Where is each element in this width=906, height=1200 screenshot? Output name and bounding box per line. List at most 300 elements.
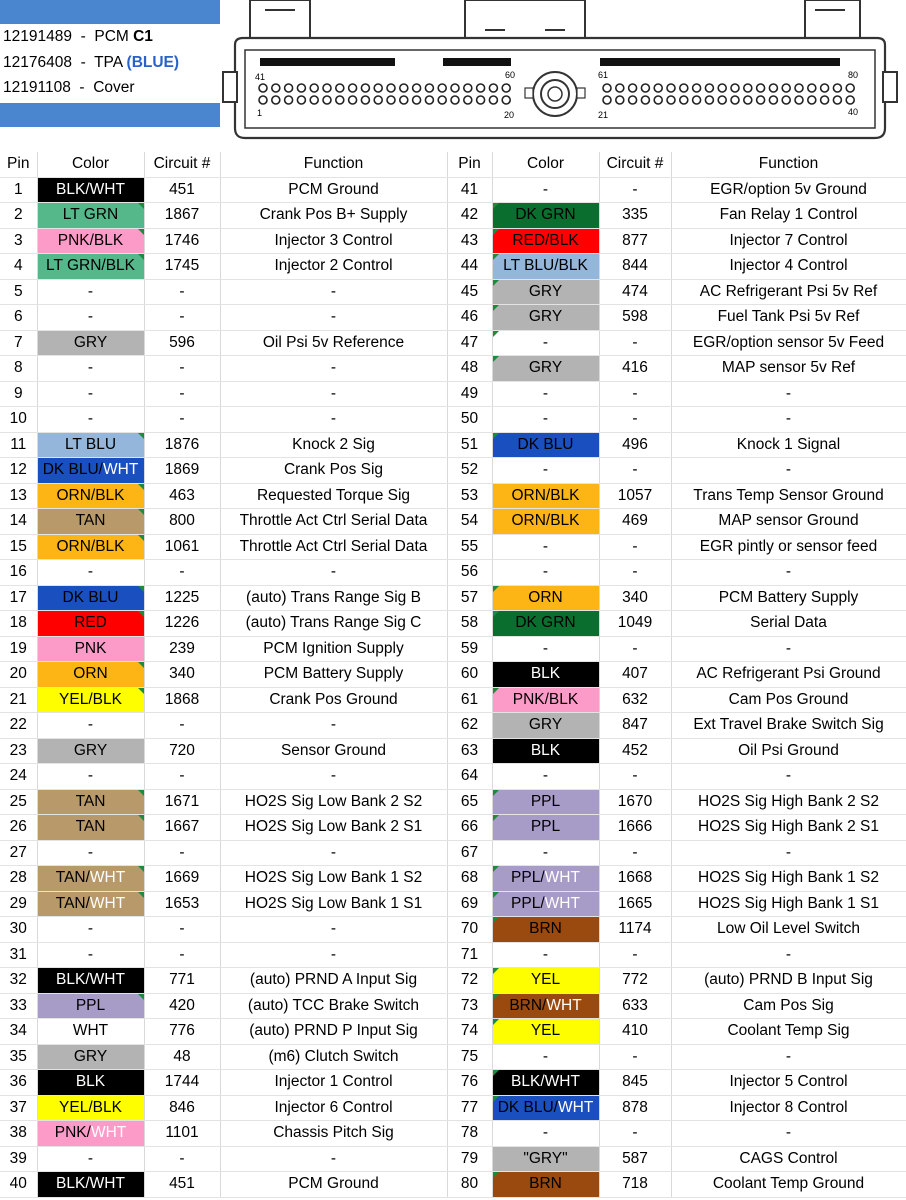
pin-number: 37 [0, 1095, 37, 1121]
pin-hole [451, 84, 459, 92]
pin-hole [310, 96, 318, 104]
circuit-number: 451 [144, 177, 220, 203]
circuit-number: - [599, 560, 671, 586]
wire-color-swatch [492, 534, 599, 560]
pin-function: (auto) PRND B Input Sig [671, 968, 906, 994]
circuit-number: - [144, 713, 220, 739]
accent-bar-top [0, 0, 220, 24]
wire-color-label: DK GRN [515, 614, 576, 632]
table-row [0, 611, 906, 637]
wire-color-label: - [542, 563, 549, 581]
wire-color-swatch [492, 738, 599, 764]
wire-color-swatch [37, 611, 144, 637]
pin-label-40: 40 [848, 107, 859, 117]
table-row [0, 968, 906, 994]
pin-number: 46 [447, 305, 492, 331]
pin-number: 8 [0, 356, 37, 382]
wire-color-swatch [492, 330, 599, 356]
wire-color-label: GRY [528, 359, 563, 377]
connector-diagram [215, 0, 905, 150]
wire-color-swatch [492, 1172, 599, 1198]
circuit-number: 420 [144, 993, 220, 1019]
circuit-number: 845 [599, 1070, 671, 1096]
pin-number: 35 [0, 1044, 37, 1070]
wire-color-label: PNK/BLK [512, 690, 579, 708]
table-row [0, 1172, 906, 1198]
pin-number: 48 [447, 356, 492, 382]
wire-color-label: PNK/ [54, 1124, 91, 1142]
table-row [0, 509, 906, 535]
pin-number: 7 [0, 330, 37, 356]
pin-hole [361, 84, 369, 92]
wire-color-label: LT BLU/BLK [503, 257, 588, 275]
wire-color-label: GRY [73, 1047, 108, 1065]
circuit-number: 847 [599, 713, 671, 739]
wire-color-swatch [492, 840, 599, 866]
pin-number: 47 [447, 330, 492, 356]
wire-color-label: BLK [530, 665, 561, 683]
pin-hole [272, 84, 280, 92]
pin-hole [349, 84, 357, 92]
pin-number: 54 [447, 509, 492, 535]
table-row [0, 279, 906, 305]
pin-number: 41 [447, 177, 492, 203]
wire-color-swatch [492, 407, 599, 433]
pin-number: 68 [447, 866, 492, 892]
header-color: Color [37, 152, 144, 177]
circuit-number: 718 [599, 1172, 671, 1198]
wire-color-label: PPL/ [511, 869, 545, 887]
circuit-number: 846 [144, 1095, 220, 1121]
circuit-number: 1869 [144, 458, 220, 484]
circuit-number: - [144, 560, 220, 586]
circuit-number: 1876 [144, 432, 220, 458]
circuit-number: 469 [599, 509, 671, 535]
pin-number: 80 [447, 1172, 492, 1198]
pin-function: Knock 2 Sig [220, 432, 447, 458]
wire-color-label: WHT [89, 869, 126, 887]
pin-function: EGR pintly or sensor feed [671, 534, 906, 560]
pin-hole [680, 96, 688, 104]
table-row [0, 305, 906, 331]
table-row [0, 1095, 906, 1121]
wire-color-label: BLK/WHT [56, 180, 125, 198]
pin-hole [769, 96, 777, 104]
pin-function: - [220, 840, 447, 866]
wire-color-swatch [492, 177, 599, 203]
pin-function: - [220, 1146, 447, 1172]
pin-number: 29 [0, 891, 37, 917]
pin-number: 18 [0, 611, 37, 637]
table-row [0, 203, 906, 229]
pin-hole [795, 84, 803, 92]
pin-function: - [220, 356, 447, 382]
table-row [0, 407, 906, 433]
circuit-number: 1667 [144, 815, 220, 841]
pin-function: HO2S Sig High Bank 1 S2 [671, 866, 906, 892]
circuit-number: 1665 [599, 891, 671, 917]
wire-color-label: - [542, 945, 549, 963]
pin-function: Fan Relay 1 Control [671, 203, 906, 229]
pin-function: PCM Ground [220, 177, 447, 203]
pin-function: HO2S Sig Low Bank 1 S1 [220, 891, 447, 917]
pin-number: 61 [447, 687, 492, 713]
wire-color-swatch [37, 687, 144, 713]
wire-color-swatch [37, 713, 144, 739]
pin-function: Ext Travel Brake Switch Sig [671, 713, 906, 739]
wire-color-label: WHT [72, 1022, 109, 1040]
pin-hole [629, 84, 637, 92]
pin-number: 32 [0, 968, 37, 994]
pin-function: Crank Pos Ground [220, 687, 447, 713]
pin-number: 65 [447, 789, 492, 815]
wire-color-label: TAN [75, 818, 106, 836]
wire-color-swatch [492, 585, 599, 611]
pin-hole [285, 84, 293, 92]
pin-number: 36 [0, 1070, 37, 1096]
circuit-number: 1671 [144, 789, 220, 815]
pin-number: 53 [447, 483, 492, 509]
wire-color-label: ORN/BLK [511, 512, 580, 530]
pin-hole [464, 96, 472, 104]
wire-color-label: GRY [528, 282, 563, 300]
pin-number: 56 [447, 560, 492, 586]
pin-number: 58 [447, 611, 492, 637]
pin-number: 17 [0, 585, 37, 611]
pin-hole [782, 84, 790, 92]
accent-bar-bottom [0, 103, 220, 127]
table-row [0, 1070, 906, 1096]
wire-color-label: - [542, 1047, 549, 1065]
wire-color-label: - [542, 1124, 549, 1142]
pin-hole [451, 96, 459, 104]
wire-color-label: BLK/WHT [56, 971, 125, 989]
wire-color-swatch [37, 1019, 144, 1045]
pin-number: 10 [0, 407, 37, 433]
pin-function: - [220, 279, 447, 305]
circuit-number: - [144, 356, 220, 382]
wire-color-swatch [37, 228, 144, 254]
wire-color-label: BLK/WHT [511, 1073, 580, 1091]
wire-color-swatch [37, 1044, 144, 1070]
table-row [0, 560, 906, 586]
pin-function: (auto) Trans Range Sig B [220, 585, 447, 611]
wire-color-label: - [542, 537, 549, 555]
pin-function: HO2S Sig Low Bank 2 S1 [220, 815, 447, 841]
circuit-number: - [599, 534, 671, 560]
pin-function: Fuel Tank Psi 5v Ref [671, 305, 906, 331]
pin-function: - [220, 407, 447, 433]
wire-color-label: BRN [529, 920, 562, 938]
wire-color-swatch [492, 228, 599, 254]
circuit-number: - [144, 942, 220, 968]
table-row [0, 534, 906, 560]
pin-function: Coolant Temp Ground [671, 1172, 906, 1198]
pin-function: MAP sensor Ground [671, 509, 906, 535]
circuit-number: - [144, 764, 220, 790]
wire-color-label: BRN [529, 1175, 562, 1193]
wire-color-label: RED/BLK [512, 231, 579, 249]
wire-color-swatch [37, 866, 144, 892]
pin-number: 12 [0, 458, 37, 484]
circuit-number: 48 [144, 1044, 220, 1070]
circuit-number: 1653 [144, 891, 220, 917]
pin-function: Injector 1 Control [220, 1070, 447, 1096]
pin-function: Cam Pos Sig [671, 993, 906, 1019]
wire-color-label: PPL [530, 818, 561, 836]
wire-color-label: - [87, 282, 94, 300]
wire-color-label: WHT [546, 996, 582, 1014]
circuit-number: 1745 [144, 254, 220, 280]
pin-hole [387, 96, 395, 104]
wire-color-label: WHT [89, 894, 126, 912]
pin-hole [336, 96, 344, 104]
wire-color-swatch [37, 993, 144, 1019]
pin-function: CAGS Control [671, 1146, 906, 1172]
wire-color-label: GRY [73, 333, 108, 351]
wire-color-label: - [87, 359, 94, 377]
pin-hole [757, 84, 765, 92]
pin-hole [374, 84, 382, 92]
wire-color-swatch [37, 509, 144, 535]
pin-number: 45 [447, 279, 492, 305]
pin-hole [502, 84, 510, 92]
circuit-number: - [599, 1044, 671, 1070]
pin-hole [654, 84, 662, 92]
pin-function: - [671, 407, 906, 433]
wire-color-swatch [37, 917, 144, 943]
wire-color-swatch [492, 866, 599, 892]
wire-color-swatch [37, 738, 144, 764]
wire-color-label: ORN/BLK [56, 486, 125, 504]
pin-function: Sensor Ground [220, 738, 447, 764]
circuit-number: 1746 [144, 228, 220, 254]
pin-number: 62 [447, 713, 492, 739]
pin-hole [667, 96, 675, 104]
pin-function: HO2S Sig High Bank 2 S1 [671, 815, 906, 841]
circuit-number: - [144, 381, 220, 407]
header-function: Function [220, 152, 447, 177]
pin-hole [757, 96, 765, 104]
table-row [0, 866, 906, 892]
table-row [0, 662, 906, 688]
wire-color-label: GRY [528, 308, 563, 326]
pin-function: EGR/option sensor 5v Feed [671, 330, 906, 356]
wire-color-swatch [492, 432, 599, 458]
circuit-number: 776 [144, 1019, 220, 1045]
circuit-number: 451 [144, 1172, 220, 1198]
pin-function: HO2S Sig Low Bank 2 S2 [220, 789, 447, 815]
circuit-number: 335 [599, 203, 671, 229]
pin-hole [693, 84, 701, 92]
wire-color-label: - [87, 563, 94, 581]
pin-number: 21 [0, 687, 37, 713]
pin-hole [846, 84, 854, 92]
circuit-number: 239 [144, 636, 220, 662]
pin-number: 69 [447, 891, 492, 917]
pin-number: 70 [447, 917, 492, 943]
pin-hole [821, 84, 829, 92]
circuit-number: - [599, 764, 671, 790]
circuit-number: 800 [144, 509, 220, 535]
pin-number: 49 [447, 381, 492, 407]
pin-hole [705, 84, 713, 92]
pin-function: Injector 7 Control [671, 228, 906, 254]
pin-number: 27 [0, 840, 37, 866]
circuit-number: 407 [599, 662, 671, 688]
pinout-table [0, 152, 906, 1198]
pin-number: 22 [0, 713, 37, 739]
wire-color-swatch [492, 305, 599, 331]
pin-number: 26 [0, 815, 37, 841]
table-row [0, 228, 906, 254]
wire-color-label: WHT [103, 461, 139, 479]
table-row [0, 458, 906, 484]
pin-function: - [220, 917, 447, 943]
wire-color-swatch [492, 254, 599, 280]
circuit-number: 1744 [144, 1070, 220, 1096]
pin-number: 39 [0, 1146, 37, 1172]
wire-color-label: ORN [73, 665, 108, 683]
circuit-number: 587 [599, 1146, 671, 1172]
wire-color-label: PNK/BLK [57, 231, 124, 249]
pin-number: 1 [0, 177, 37, 203]
circuit-number: 463 [144, 483, 220, 509]
pin-number: 23 [0, 738, 37, 764]
wire-color-swatch [37, 662, 144, 688]
circuit-number: 1668 [599, 866, 671, 892]
pin-hole [795, 96, 803, 104]
wire-color-label: BLK/WHT [56, 1175, 125, 1193]
table-row [0, 356, 906, 382]
pin-hole [718, 84, 726, 92]
pin-function: - [220, 942, 447, 968]
table-row [0, 891, 906, 917]
table-row [0, 738, 906, 764]
pin-function: Injector 5 Control [671, 1070, 906, 1096]
wire-color-swatch [37, 432, 144, 458]
circuit-number: - [599, 381, 671, 407]
pin-number: 44 [447, 254, 492, 280]
circuit-number: 632 [599, 687, 671, 713]
wire-color-swatch [37, 840, 144, 866]
pin-label-41: 41 [255, 72, 266, 82]
header-function: Function [671, 152, 906, 177]
pin-hole [400, 84, 408, 92]
wire-color-swatch [37, 458, 144, 484]
wire-color-swatch [492, 993, 599, 1019]
wire-color-label: WHT [544, 894, 580, 912]
wire-color-label: DK GRN [515, 206, 576, 224]
pin-hole [705, 96, 713, 104]
wire-color-label: - [542, 767, 549, 785]
pin-number: 9 [0, 381, 37, 407]
table-row [0, 483, 906, 509]
wire-color-label: - [87, 410, 94, 428]
pin-function: - [671, 560, 906, 586]
wire-color-swatch [492, 458, 599, 484]
wire-color-swatch [37, 1070, 144, 1096]
wire-color-swatch [492, 968, 599, 994]
circuit-number: - [599, 177, 671, 203]
wire-color-swatch [492, 1019, 599, 1045]
wire-color-label: LT BLU [64, 435, 117, 453]
pin-hole [693, 96, 701, 104]
table-row [0, 1121, 906, 1147]
pin-number: 24 [0, 764, 37, 790]
circuit-number: - [599, 330, 671, 356]
wire-color-swatch [492, 381, 599, 407]
pin-hole [489, 96, 497, 104]
pin-hole [464, 84, 472, 92]
pin-function: Oil Psi Ground [671, 738, 906, 764]
wire-color-swatch [492, 942, 599, 968]
pin-hole [272, 96, 280, 104]
wire-color-swatch [37, 1095, 144, 1121]
pin-function: - [220, 560, 447, 586]
wire-color-label: "GRY" [523, 1149, 568, 1167]
pin-hole [616, 84, 624, 92]
wire-color-label: - [87, 384, 94, 402]
pin-function: Injector 8 Control [671, 1095, 906, 1121]
pin-hole [285, 96, 293, 104]
table-row [0, 1044, 906, 1070]
wire-color-swatch [37, 585, 144, 611]
circuit-number: 1666 [599, 815, 671, 841]
circuit-number: - [144, 279, 220, 305]
pin-hole [502, 96, 510, 104]
pin-label-60: 60 [505, 70, 516, 80]
pin-hole [641, 84, 649, 92]
pin-number: 4 [0, 254, 37, 280]
pin-number: 13 [0, 483, 37, 509]
pin-number: 28 [0, 866, 37, 892]
pin-hole [808, 84, 816, 92]
table-row [0, 789, 906, 815]
wire-color-label: - [542, 843, 549, 861]
header-pin: Pin [447, 152, 492, 177]
pin-function: AC Refrigerant Psi Ground [671, 662, 906, 688]
wire-color-swatch [37, 1172, 144, 1198]
pin-function: HO2S Sig High Bank 1 S1 [671, 891, 906, 917]
pin-hole [438, 84, 446, 92]
wire-color-swatch [37, 305, 144, 331]
pin-number: 16 [0, 560, 37, 586]
table-row [0, 254, 906, 280]
circuit-number: 596 [144, 330, 220, 356]
pin-number: 59 [447, 636, 492, 662]
circuit-number: 340 [599, 585, 671, 611]
wire-color-label: - [542, 639, 549, 657]
pin-number: 50 [447, 407, 492, 433]
wire-color-swatch [492, 662, 599, 688]
wire-color-label: YEL [530, 1022, 561, 1040]
circuit-number: - [599, 407, 671, 433]
circuit-number: 340 [144, 662, 220, 688]
pin-number: 79 [447, 1146, 492, 1172]
wire-color-label: - [87, 716, 94, 734]
pin-number: 11 [0, 432, 37, 458]
pin-hole [744, 96, 752, 104]
wire-color-swatch [37, 177, 144, 203]
pin-function: Injector 3 Control [220, 228, 447, 254]
pin-function: - [220, 305, 447, 331]
pin-number: 14 [0, 509, 37, 535]
wire-color-label: WHT [558, 1098, 594, 1116]
wire-color-label: - [542, 333, 549, 351]
wire-color-label: - [542, 180, 549, 198]
wire-color-swatch [492, 917, 599, 943]
